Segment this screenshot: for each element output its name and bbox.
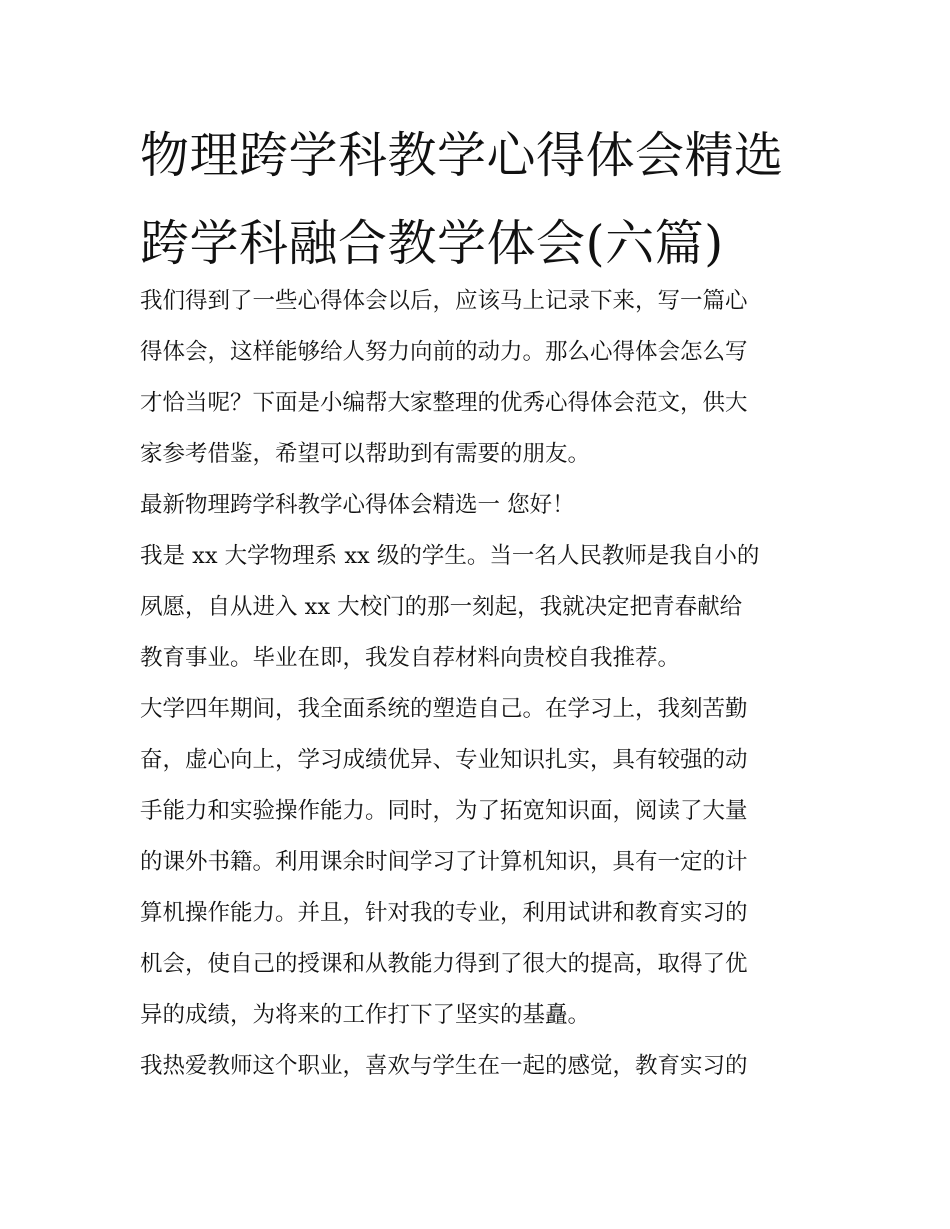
text-line: 算机操作能力。并且，针对我的专业，利用试讲和教育实习的 xyxy=(140,900,748,926)
text-line: 奋，虚心向上，学习成绩优异、专业知识扎实，具有较强的动 xyxy=(140,747,748,773)
document-title xyxy=(140,112,820,288)
text-line: 家参考借鉴，希望可以帮助到有需要的朋友。 xyxy=(140,441,591,467)
text-line: 异的成绩，为将来的工作打下了坚实的基矗。 xyxy=(140,1002,591,1028)
paragraph-intro xyxy=(140,276,820,480)
text-line: 我们得到了一些心得体会以后，应该马上记录下来，写一篇心 xyxy=(140,288,748,314)
text-line: 手能力和实验操作能力。同时，为了拓宽知识面，阅读了大量 xyxy=(140,798,748,824)
text-line: 夙愿，自从进入 xx 大校门的那一刻起，我就决定把青春献给 xyxy=(140,594,743,620)
text-line: 教育事业。毕业在即，我发自荐材料向贵校自我推荐。 xyxy=(140,645,681,671)
paragraph-love-teaching xyxy=(140,1041,820,1092)
paragraph-self-introduction xyxy=(140,531,820,684)
text-line: 我是 xx 大学物理系 xx 级的学生。当一名人民教师是我自小的 xyxy=(140,543,760,569)
title-line: 物理跨学科教学心得体会精选 xyxy=(140,127,784,184)
text-line: 大学四年期间，我全面系统的塑造自己。在学习上，我刻苦勤 xyxy=(140,696,748,722)
text-line: 机会，使自己的授课和从教能力得到了很大的提高，取得了优 xyxy=(140,951,748,977)
text-line: 的课外书籍。利用课余时间学习了计算机知识，具有一定的计 xyxy=(140,849,748,875)
text-line: 才恰当呢？下面是小编帮大家整理的优秀心得体会范文，供大 xyxy=(140,390,748,416)
paragraph-section-heading xyxy=(140,480,820,531)
text-line: 我热爱教师这个职业，喜欢与学生在一起的感觉，教育实习的 xyxy=(140,1053,748,1079)
paragraph-university-years xyxy=(140,684,820,1041)
title-line: 跨学科融合教学体会(六篇) xyxy=(140,215,724,272)
text-line: 得体会，这样能够给人努力向前的动力。那么心得体会怎么写 xyxy=(140,339,748,365)
text-line: 最新物理跨学科教学心得体会精选一 您好！ xyxy=(140,492,575,518)
document-body xyxy=(140,276,820,1092)
